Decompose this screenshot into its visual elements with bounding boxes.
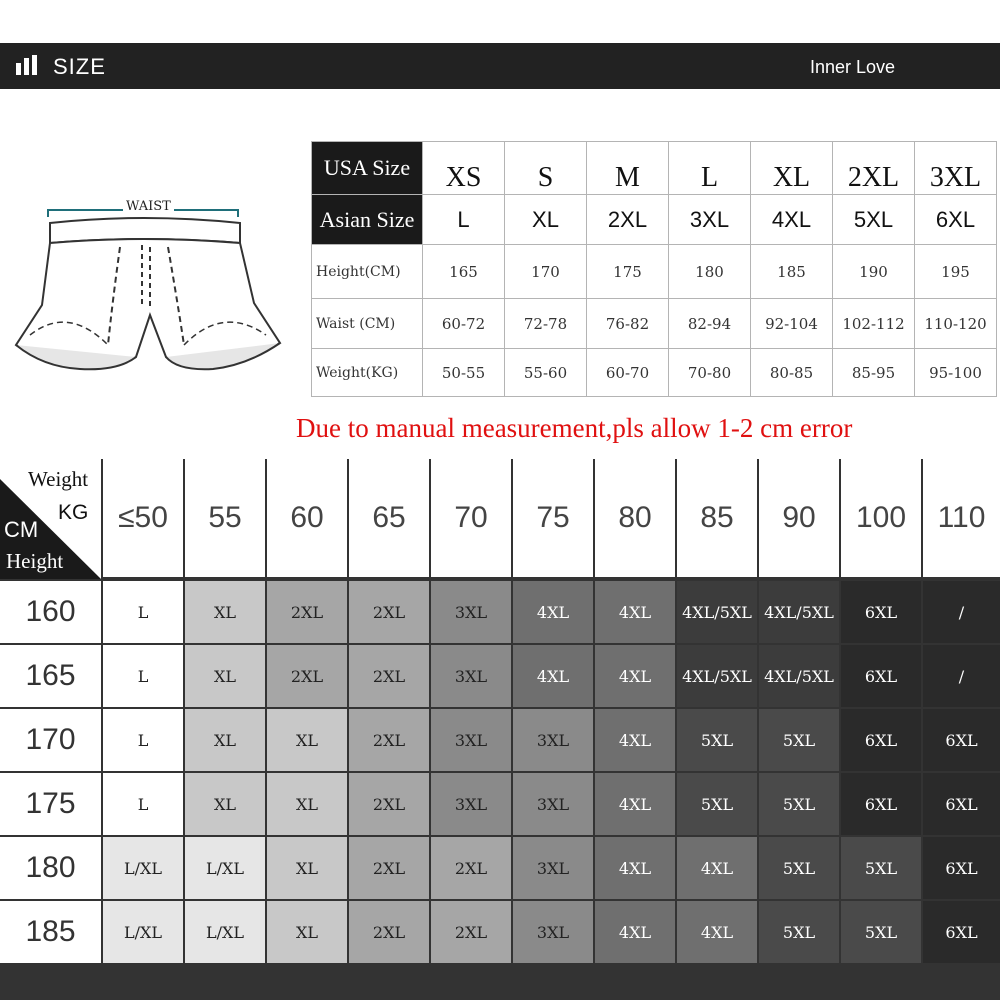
size-cell: L [103,645,183,707]
kg-unit-label: KG [58,501,89,524]
height-row-header: 180 [0,837,101,899]
height-cell: 195 [915,245,997,299]
cm-unit-label: CM [4,517,39,542]
size-cell: 3XL [513,837,593,899]
size-cell: 4XL [513,645,593,707]
weight-header-cell: 110 [923,459,1000,577]
size-cell: 4XL/5XL [677,581,757,643]
size-cell: 4XL/5XL [759,645,839,707]
weight-header-cell: 100 [841,459,921,577]
size-cell: 3XL [431,709,511,771]
asian-size-cell: 4XL [751,195,833,245]
size-cell: 3XL [431,645,511,707]
measurement-notice: Due to manual measurement,pls allow 1-2 cm error [296,413,853,443]
size-cell: 6XL [841,645,921,707]
size-cell: 4XL [595,581,675,643]
size-cell: 4XL/5XL [759,581,839,643]
size-cell: 3XL [513,709,593,771]
usa-size-cell: M [587,142,669,195]
size-cell: 5XL [841,901,921,963]
usa-size-label: USA Size [312,142,423,195]
size-cell: 6XL [923,837,1000,899]
size-cell: 6XL [841,581,921,643]
size-cell: 4XL/5XL [677,645,757,707]
asian-size-cell: 2XL [587,195,669,245]
size-cell: L [103,773,183,835]
size-cell: 3XL [431,773,511,835]
weight-header-cell: 90 [759,459,839,577]
usa-size-cell: 3XL [915,142,997,195]
waist-cell: 60-72 [423,299,505,349]
size-cell: 2XL [267,645,347,707]
size-cell: 3XL [513,773,593,835]
height-cell: 175 [587,245,669,299]
weight-header-cell: 75 [513,459,593,577]
waist-cell: 92-104 [751,299,833,349]
size-cell: 4XL [595,773,675,835]
size-cell: 4XL [595,837,675,899]
waist-cell: 82-94 [669,299,751,349]
size-cell: L [103,709,183,771]
size-cell: XL [185,581,265,643]
bar-chart-icon [16,55,44,75]
header-bar [0,43,1000,89]
boxer-drawing [8,195,293,405]
usa-size-cell: S [505,142,587,195]
size-cell: 2XL [431,901,511,963]
size-cell: 2XL [349,709,429,771]
size-cell: 6XL [841,773,921,835]
waist-cell: 72-78 [505,299,587,349]
height-row-label: Height(CM) [312,245,423,299]
size-cell: / [923,581,1000,643]
size-cell: 2XL [349,901,429,963]
size-cell: 2XL [431,837,511,899]
height-row-header: 185 [0,901,101,963]
height-row-header: 170 [0,709,101,771]
size-cell: L/XL [185,901,265,963]
asian-size-cell: L [423,195,505,245]
weight-row-label: Weight(KG) [312,349,423,397]
height-cell: 180 [669,245,751,299]
size-cell: 5XL [677,709,757,771]
size-cell: 4XL [595,901,675,963]
size-cell: 2XL [267,581,347,643]
chart-corner [0,459,101,579]
size-cell: 6XL [923,709,1000,771]
height-cell: 190 [833,245,915,299]
usa-size-cell: L [669,142,751,195]
size-cell: XL [267,709,347,771]
height-cell: 185 [751,245,833,299]
size-cell: 5XL [759,837,839,899]
size-cell: 5XL [841,837,921,899]
size-cell: XL [267,773,347,835]
weight-cell: 60-70 [587,349,669,397]
waist-cell: 102-112 [833,299,915,349]
header-title: SIZE [53,54,106,79]
height-row-header: 160 [0,581,101,643]
asian-size-label: Asian Size [312,195,423,245]
height-row-header: 165 [0,645,101,707]
size-cell: 6XL [841,709,921,771]
weight-cell: 70-80 [669,349,751,397]
size-cell: XL [267,837,347,899]
size-cell: XL [185,709,265,771]
waist-cell: 76-82 [587,299,669,349]
waist-cell: 110-120 [915,299,997,349]
size-cell: 2XL [349,581,429,643]
weight-header-cell: 65 [349,459,429,577]
size-cell: 5XL [759,901,839,963]
height-axis-label: Height [6,549,64,573]
weight-header-cell: 80 [595,459,675,577]
size-cell: 6XL [923,773,1000,835]
size-cell: 2XL [349,645,429,707]
weight-header-cell: 55 [185,459,265,577]
weight-header-cell: 85 [677,459,757,577]
size-cell: 5XL [677,773,757,835]
usa-size-cell: XL [751,142,833,195]
usa-size-cell: 2XL [833,142,915,195]
weight-header-cell: 60 [267,459,347,577]
asian-size-cell: 3XL [669,195,751,245]
size-cell: 4XL [513,581,593,643]
size-conversion-table [311,141,997,397]
weight-cell: 80-85 [751,349,833,397]
waist-row-label: Waist (CM) [312,299,423,349]
size-cell: 4XL [595,709,675,771]
size-cell: / [923,645,1000,707]
size-cell: 4XL [595,645,675,707]
asian-size-cell: XL [505,195,587,245]
weight-cell: 95-100 [915,349,997,397]
size-cell: XL [185,645,265,707]
waist-label: WAIST [123,199,174,214]
size-cell: XL [185,773,265,835]
weight-axis-label: Weight [28,467,89,491]
weight-header-cell: ≤50 [103,459,183,577]
weight-cell: 55-60 [505,349,587,397]
size-cell: 2XL [349,773,429,835]
size-cell: 6XL [923,901,1000,963]
weight-header-cell: 70 [431,459,511,577]
size-cell: 5XL [759,773,839,835]
size-cell: 3XL [431,581,511,643]
size-cell: XL [267,901,347,963]
size-cell: 3XL [513,901,593,963]
size-cell: L/XL [103,837,183,899]
height-weight-size-chart [0,459,1000,1000]
weight-cell: 50-55 [423,349,505,397]
asian-size-cell: 6XL [915,195,997,245]
height-cell: 170 [505,245,587,299]
size-cell: 4XL [677,901,757,963]
brand-name: Inner Love [810,57,896,77]
height-cell: 165 [423,245,505,299]
size-cell: L/XL [185,837,265,899]
weight-cell: 85-95 [833,349,915,397]
size-cell: 5XL [759,709,839,771]
size-cell: 2XL [349,837,429,899]
size-cell: L/XL [103,901,183,963]
boxer-illustration [8,195,293,405]
asian-size-cell: 5XL [833,195,915,245]
size-cell: L [103,581,183,643]
height-row-header: 175 [0,773,101,835]
usa-size-cell: XS [423,142,505,195]
size-cell: 4XL [677,837,757,899]
